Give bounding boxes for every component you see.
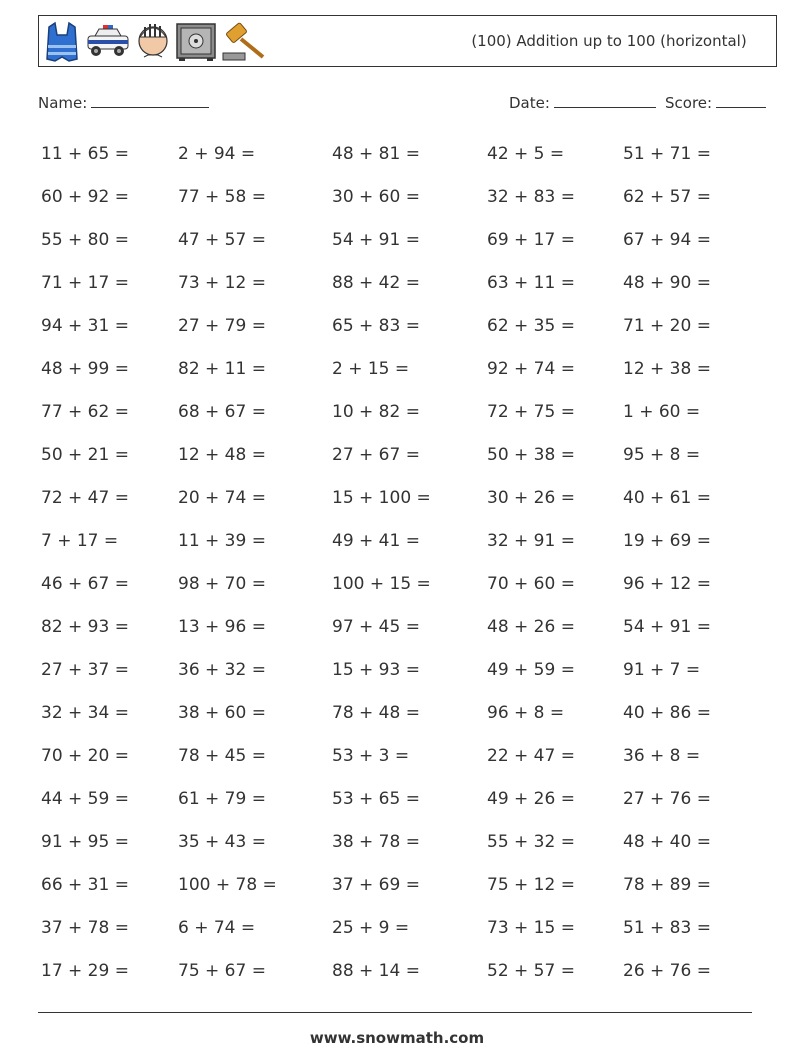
problem-item: 61 + 79 =	[178, 789, 266, 809]
problem-item: 50 + 38 =	[487, 445, 575, 465]
problem-item: 96 + 12 =	[623, 574, 711, 594]
problem-item: 54 + 91 =	[623, 617, 711, 637]
problem-item: 55 + 32 =	[487, 832, 575, 852]
problem-item: 75 + 67 =	[178, 961, 266, 981]
problem-item: 88 + 42 =	[332, 273, 420, 293]
problem-item: 37 + 69 =	[332, 875, 420, 895]
problem-item: 69 + 17 =	[487, 230, 575, 250]
problem-item: 42 + 5 =	[487, 144, 565, 164]
problem-item: 73 + 15 =	[487, 918, 575, 938]
problem-item: 63 + 11 =	[487, 273, 575, 293]
problem-item: 17 + 29 =	[41, 961, 129, 981]
problem-item: 2 + 15 =	[332, 359, 410, 379]
problem-item: 96 + 8 =	[487, 703, 565, 723]
problem-item: 27 + 37 =	[41, 660, 129, 680]
problem-item: 15 + 100 =	[332, 488, 431, 508]
problem-item: 54 + 91 =	[332, 230, 420, 250]
problem-item: 91 + 7 =	[623, 660, 701, 680]
problem-item: 62 + 57 =	[623, 187, 711, 207]
problem-item: 49 + 59 =	[487, 660, 575, 680]
problem-item: 27 + 79 =	[178, 316, 266, 336]
problem-item: 71 + 20 =	[623, 316, 711, 336]
problem-item: 73 + 12 =	[178, 273, 266, 293]
problem-item: 38 + 78 =	[332, 832, 420, 852]
problem-item: 32 + 34 =	[41, 703, 129, 723]
problem-item: 11 + 39 =	[178, 531, 266, 551]
problem-item: 48 + 99 =	[41, 359, 129, 379]
problem-item: 66 + 31 =	[41, 875, 129, 895]
problem-item: 70 + 60 =	[487, 574, 575, 594]
problem-item: 71 + 17 =	[41, 273, 129, 293]
problem-item: 88 + 14 =	[332, 961, 420, 981]
problem-item: 91 + 95 =	[41, 832, 129, 852]
problem-item: 27 + 67 =	[332, 445, 420, 465]
problem-item: 12 + 48 =	[178, 445, 266, 465]
problem-item: 32 + 83 =	[487, 187, 575, 207]
problem-item: 82 + 11 =	[178, 359, 266, 379]
problem-item: 77 + 62 =	[41, 402, 129, 422]
problem-item: 46 + 67 =	[41, 574, 129, 594]
problem-item: 35 + 43 =	[178, 832, 266, 852]
date-label: Date:	[509, 94, 550, 112]
problem-item: 36 + 8 =	[623, 746, 701, 766]
problem-item: 11 + 65 =	[41, 144, 129, 164]
problem-item: 60 + 92 =	[41, 187, 129, 207]
problem-item: 47 + 57 =	[178, 230, 266, 250]
footer-url: www.snowmath.com	[309, 1029, 485, 1047]
problem-item: 78 + 89 =	[623, 875, 711, 895]
problem-item: 51 + 71 =	[623, 144, 711, 164]
problem-item: 82 + 93 =	[41, 617, 129, 637]
problem-item: 72 + 75 =	[487, 402, 575, 422]
problem-item: 62 + 35 =	[487, 316, 575, 336]
score-label: Score:	[665, 94, 713, 112]
problem-item: 78 + 48 =	[332, 703, 420, 723]
problem-item: 97 + 45 =	[332, 617, 420, 637]
problem-item: 32 + 91 =	[487, 531, 575, 551]
problem-item: 98 + 70 =	[178, 574, 266, 594]
problem-item: 20 + 74 =	[178, 488, 266, 508]
problem-item: 70 + 20 =	[41, 746, 129, 766]
problem-item: 77 + 58 =	[178, 187, 266, 207]
footer-divider	[38, 1012, 752, 1013]
problem-item: 38 + 60 =	[178, 703, 266, 723]
name-label: Name:	[38, 94, 88, 112]
problem-item: 30 + 60 =	[332, 187, 420, 207]
problem-item: 15 + 93 =	[332, 660, 420, 680]
problem-item: 53 + 65 =	[332, 789, 420, 809]
problem-item: 78 + 45 =	[178, 746, 266, 766]
problem-item: 12 + 38 =	[623, 359, 711, 379]
problem-item: 40 + 86 =	[623, 703, 711, 723]
problem-item: 36 + 32 =	[178, 660, 266, 680]
problem-item: 10 + 82 =	[332, 402, 420, 422]
problem-item: 22 + 47 =	[487, 746, 575, 766]
problem-item: 67 + 94 =	[623, 230, 711, 250]
problem-item: 30 + 26 =	[487, 488, 575, 508]
problem-item: 2 + 94 =	[178, 144, 256, 164]
problem-item: 55 + 80 =	[41, 230, 129, 250]
problem-item: 65 + 83 =	[332, 316, 420, 336]
problem-item: 100 + 78 =	[178, 875, 277, 895]
problem-item: 75 + 12 =	[487, 875, 575, 895]
problem-item: 72 + 47 =	[41, 488, 129, 508]
problem-item: 44 + 59 =	[41, 789, 129, 809]
problem-item: 48 + 40 =	[623, 832, 711, 852]
problem-item: 48 + 26 =	[487, 617, 575, 637]
problem-item: 95 + 8 =	[623, 445, 701, 465]
problem-item: 68 + 67 =	[178, 402, 266, 422]
problem-item: 26 + 76 =	[623, 961, 711, 981]
problem-item: 49 + 26 =	[487, 789, 575, 809]
problem-item: 53 + 3 =	[332, 746, 410, 766]
problem-item: 37 + 78 =	[41, 918, 129, 938]
problem-item: 52 + 57 =	[487, 961, 575, 981]
problem-item: 27 + 76 =	[623, 789, 711, 809]
problem-item: 6 + 74 =	[178, 918, 256, 938]
problem-item: 40 + 61 =	[623, 488, 711, 508]
problem-item: 50 + 21 =	[41, 445, 129, 465]
problem-item: 19 + 69 =	[623, 531, 711, 551]
problem-item: 92 + 74 =	[487, 359, 575, 379]
problem-item: 13 + 96 =	[178, 617, 266, 637]
problem-item: 48 + 90 =	[623, 273, 711, 293]
problem-item: 1 + 60 =	[623, 402, 701, 422]
problem-item: 51 + 83 =	[623, 918, 711, 938]
problem-item: 48 + 81 =	[332, 144, 420, 164]
problem-item: 94 + 31 =	[41, 316, 129, 336]
problem-item: 7 + 17 =	[41, 531, 119, 551]
problem-item: 25 + 9 =	[332, 918, 410, 938]
problem-item: 100 + 15 =	[332, 574, 431, 594]
problem-item: 49 + 41 =	[332, 531, 420, 551]
page-title: (100) Addition up to 100 (horizontal)	[471, 32, 747, 50]
